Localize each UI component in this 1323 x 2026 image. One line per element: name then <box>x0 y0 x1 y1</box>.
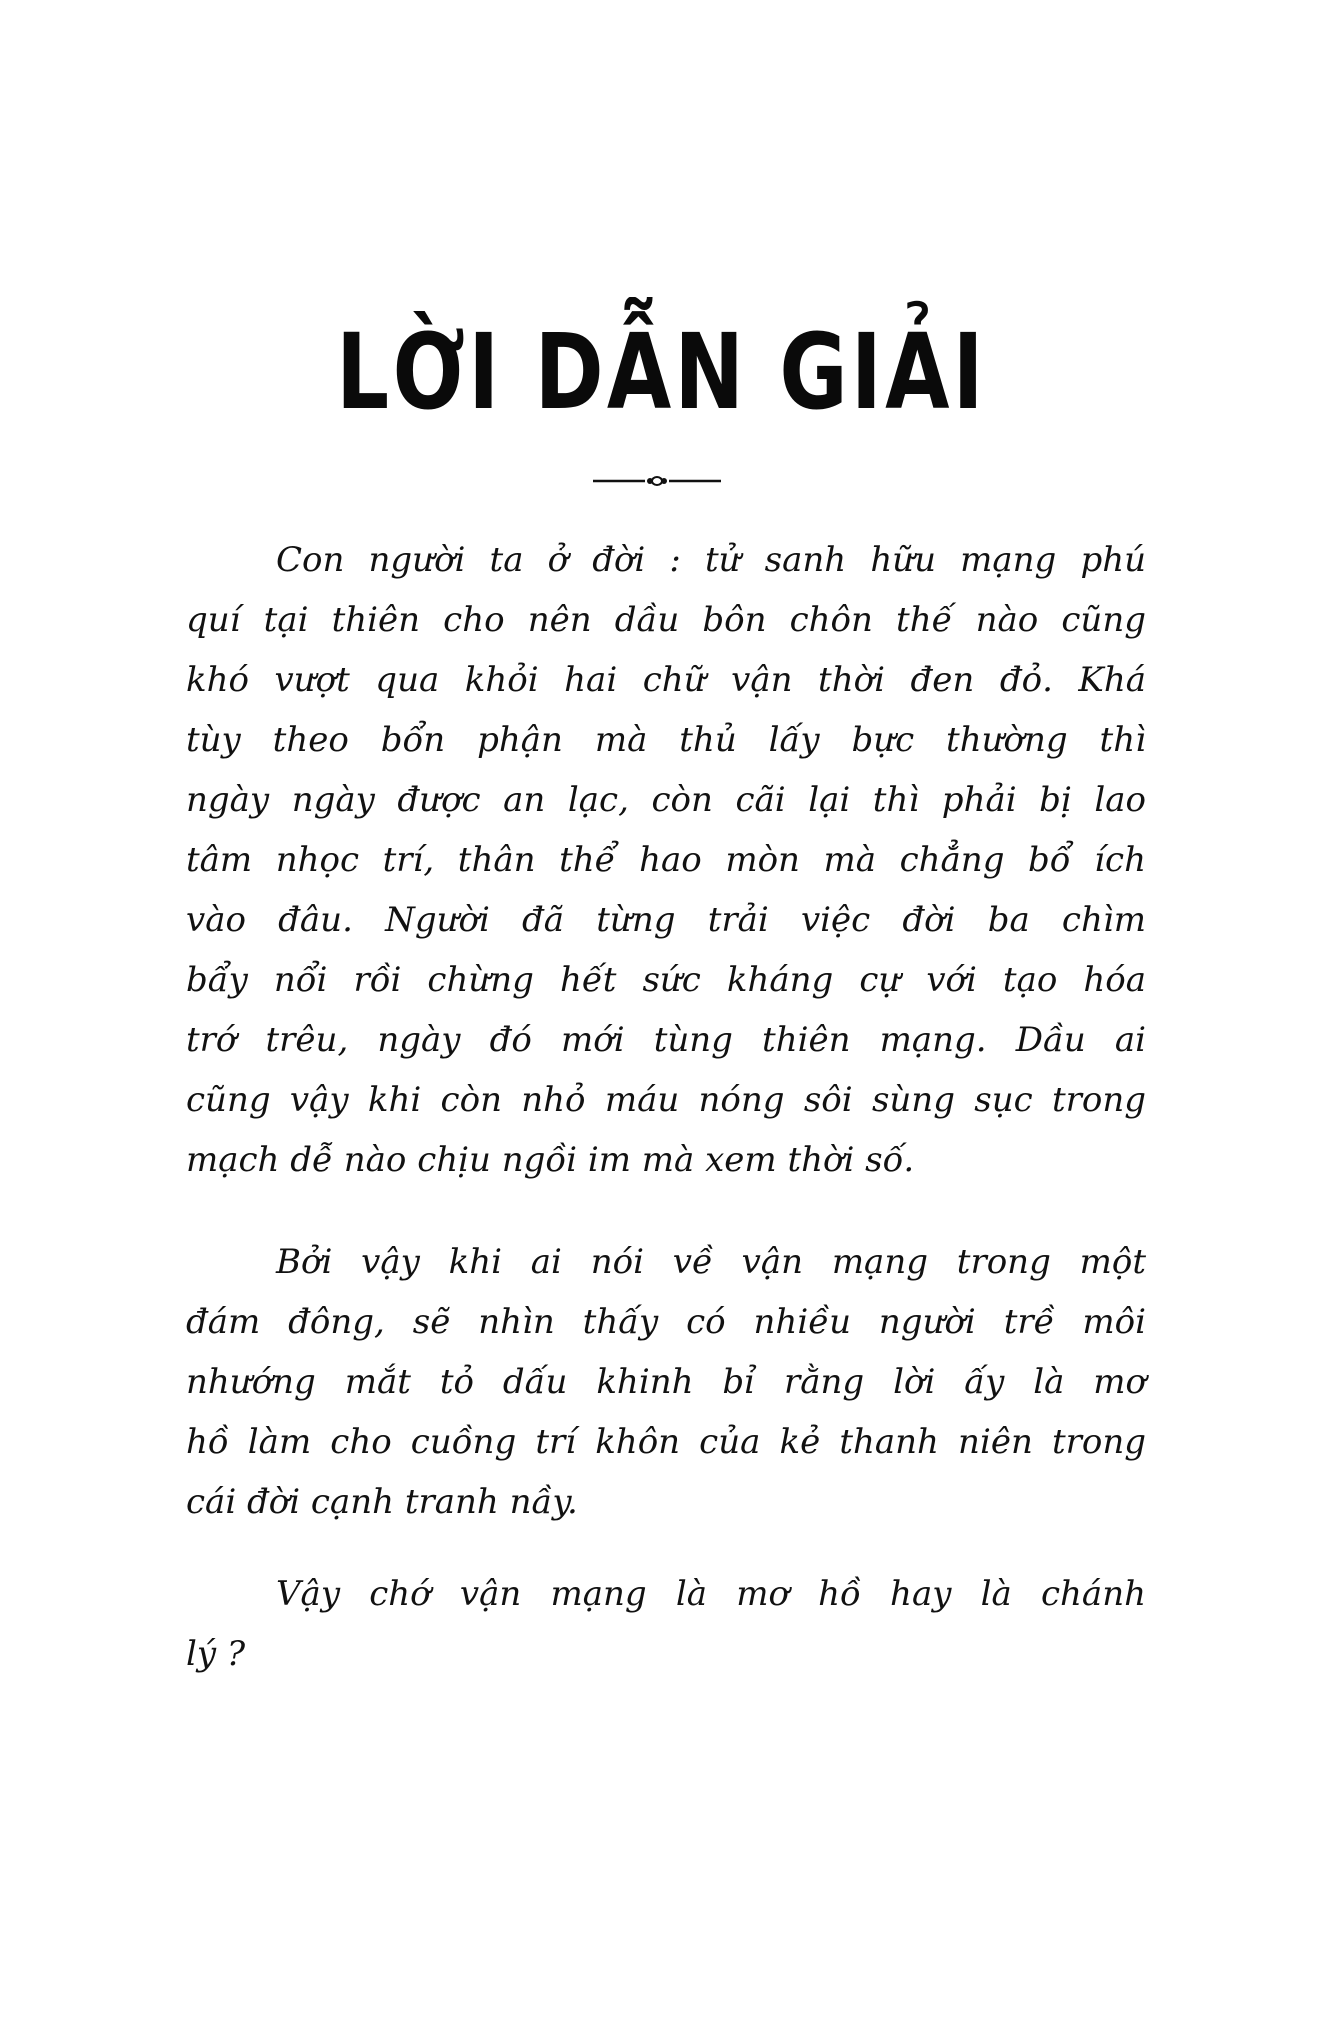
text-line: mạch dễ nào chịu ngồi im mà xem thời số. <box>186 1140 915 1180</box>
text-line: vào đâu. Người đã từng trải việc đời ba chìm <box>186 900 1146 940</box>
paragraph-2 <box>186 1232 1146 1532</box>
text-line: hồ làm cho cuồng trí khôn của kẻ thanh niên trong <box>186 1422 1146 1462</box>
text-line: Vậy chớ vận mạng là mơ hồ hay là chánh <box>276 1574 1146 1614</box>
text-line: Con người ta ở đời : tử sanh hữu mạng phú <box>276 540 1146 580</box>
text-line: lý ? <box>186 1634 246 1674</box>
text-line: đám đông, sẽ nhìn thấy có nhiều người trề môi <box>186 1302 1146 1342</box>
text-line: nhướng mắt tỏ dấu khinh bỉ rằng lời ấy là mơ <box>186 1362 1146 1402</box>
text-line: cũng vậy khi còn nhỏ máu nóng sôi sùng sục trong <box>186 1080 1146 1120</box>
paragraph-1 <box>186 530 1146 1190</box>
text-line: trớ trêu, ngày đó mới tùng thiên mạng. Dầu ai <box>186 1020 1146 1060</box>
text-line: khó vượt qua khỏi hai chữ vận thời đen đỏ. Khá <box>186 660 1146 700</box>
text-line: ngày ngày được an lạc, còn cãi lại thì phải bị lao <box>186 780 1146 820</box>
paragraph-3 <box>186 1564 1146 1684</box>
page-title: LỜI DẪN GIẢI <box>336 311 987 433</box>
text-line: cái đời cạnh tranh nầy. <box>186 1482 578 1522</box>
text-line: tâm nhọc trí, thân thể hao mòn mà chẳng bổ ích <box>186 840 1146 880</box>
divider-ornament <box>593 474 721 488</box>
text-line: tùy theo bổn phận mà thủ lấy bực thường thì <box>186 720 1146 760</box>
text-line: Bởi vậy khi ai nói về vận mạng trong một <box>276 1242 1146 1282</box>
text-line: quí tại thiên cho nên dầu bôn chôn thế nào cũng <box>186 600 1146 640</box>
text-line: bẩy nổi rồi chừng hết sức kháng cự với tạo hóa <box>186 960 1146 1000</box>
